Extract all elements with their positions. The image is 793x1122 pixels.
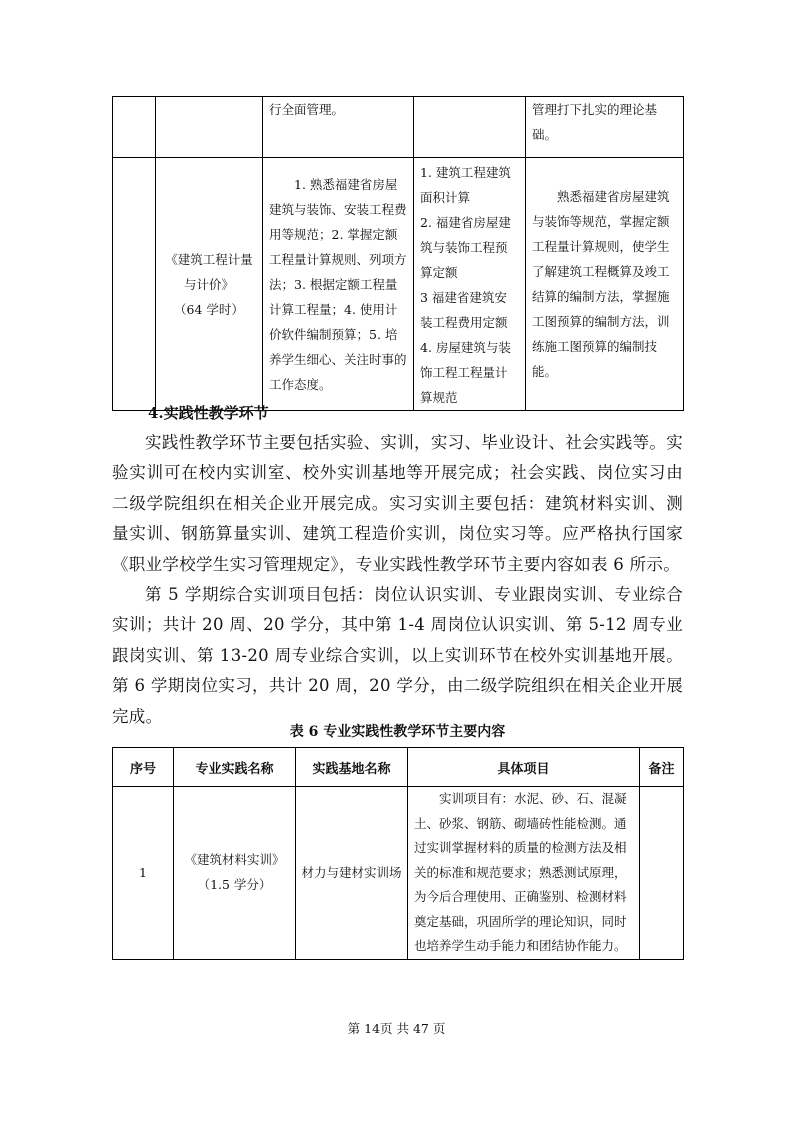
table-cell [113,97,156,158]
practice-name-cell [174,787,296,960]
course-name-cell [156,158,263,411]
table-row [113,158,684,411]
table-header-row [113,748,684,787]
content-item: 3 福建省建筑安装工程费用定额 [420,290,508,330]
table-cell [156,97,263,158]
row-no: 1 [113,787,174,960]
requirements-text: 熟悉福建省房屋建筑与装饰等规范，掌握定额工程量计算规则，使学生了解建筑工程概算及竣工结算的编制方法，掌握施工图预算的编制方法，训练施工图预算的编制技能。 [532,189,670,379]
course-name-line: 《建筑工程计量 [165,251,253,267]
table-cell-goal: 管理打下扎实的理论基础。 [526,97,684,158]
objectives-cell [263,158,414,411]
practice-table [112,747,684,960]
header-items: 具体项目 [408,748,640,787]
course-hours: （64 学时） [174,301,244,317]
practice-items-cell [408,787,640,960]
paragraph-text: 第 5 学期综合实训项目包括：岗位认识实训、专业跟岗实训、专业综合实训；共计 20 周、20 学分，其中第 1-4 周岗位认识实训、第 5-12 周专业跟岗实训、第 13-20 周专业综合实训，以上实训环节在校外实训基地开展。第 6 学期岗位实习，共计 20 周，20 学分，由二级学院组织在相关企业开展完成。 [112,585,683,726]
paragraph [112,428,683,580]
requirements-cell [526,158,684,411]
header-base: 实践基地名称 [296,748,408,787]
table-cell [414,97,526,158]
practice-credits: （1.5 学分） [197,876,272,892]
table-caption: 表 6 专业实践性教学环节主要内容 [289,724,506,740]
content-item: 2. 福建省房屋建筑与装饰工程预算定额 [420,215,511,280]
header-remark: 备注 [640,748,684,787]
course-table [112,96,684,411]
course-name-line: 与计价》 [183,276,234,292]
practice-name: 《建筑材料实训》 [184,852,285,868]
paragraph [112,580,683,732]
table-cell-content: 行全面管理。 [263,97,414,158]
header-name: 专业实践名称 [174,748,296,787]
page-footer: 第 14页 共 47 页 [347,1021,446,1036]
section-heading: 4.实践性教学环节 [148,404,269,422]
table-row [113,97,684,158]
practice-items: 实训项目有：水泥、砂、石、混凝土、砂浆、钢筋、砌墙砖性能检测。通过实训掌握材料的质量的检测方法及相关的标准和规范要求；熟悉测试原理，为今后合理使用、正确鉴别、检测材料奠定基础，巩固所学的理论知识，同时也培养学生动手能力和团结协作能力。 [414,791,627,953]
header-no: 序号 [113,748,174,787]
content-item: 1. 建筑工程建筑面积计算 [420,165,511,205]
paragraph-text: 实践性教学环节主要包括实验、实训，实习、毕业设计、社会实践等。实验实训可在校内实训室、校外实训基地等开展完成；社会实践、岗位实习由二级学院组织在相关企业开展完成。实习实训主要包括：建筑材料实训、测量实训、钢筋算量实训、建筑工程造价实训，岗位实习等。应严格执行国家《职业学校学生实习管理规定》，专业实践性教学环节主要内容如表 6 所示。 [112,433,683,574]
content-item: 4. 房屋建筑与装饰工程工程量计算规范 [420,340,511,405]
table-row [113,787,684,960]
practice-remark [640,787,684,960]
table-cell [113,158,156,411]
contents-cell [414,158,526,411]
practice-base: 材力与建材实训场 [296,787,408,960]
objectives-text: 1. 熟悉福建省房屋建筑与装饰、安装工程费用等规范；2. 掌握定额工程量计算规则、列项方法；3. 根据定额工程量计算工程量；4. 使用计价软件编制预算；5. 培养学生细心、关注时事的工作态度。 [269,176,407,392]
